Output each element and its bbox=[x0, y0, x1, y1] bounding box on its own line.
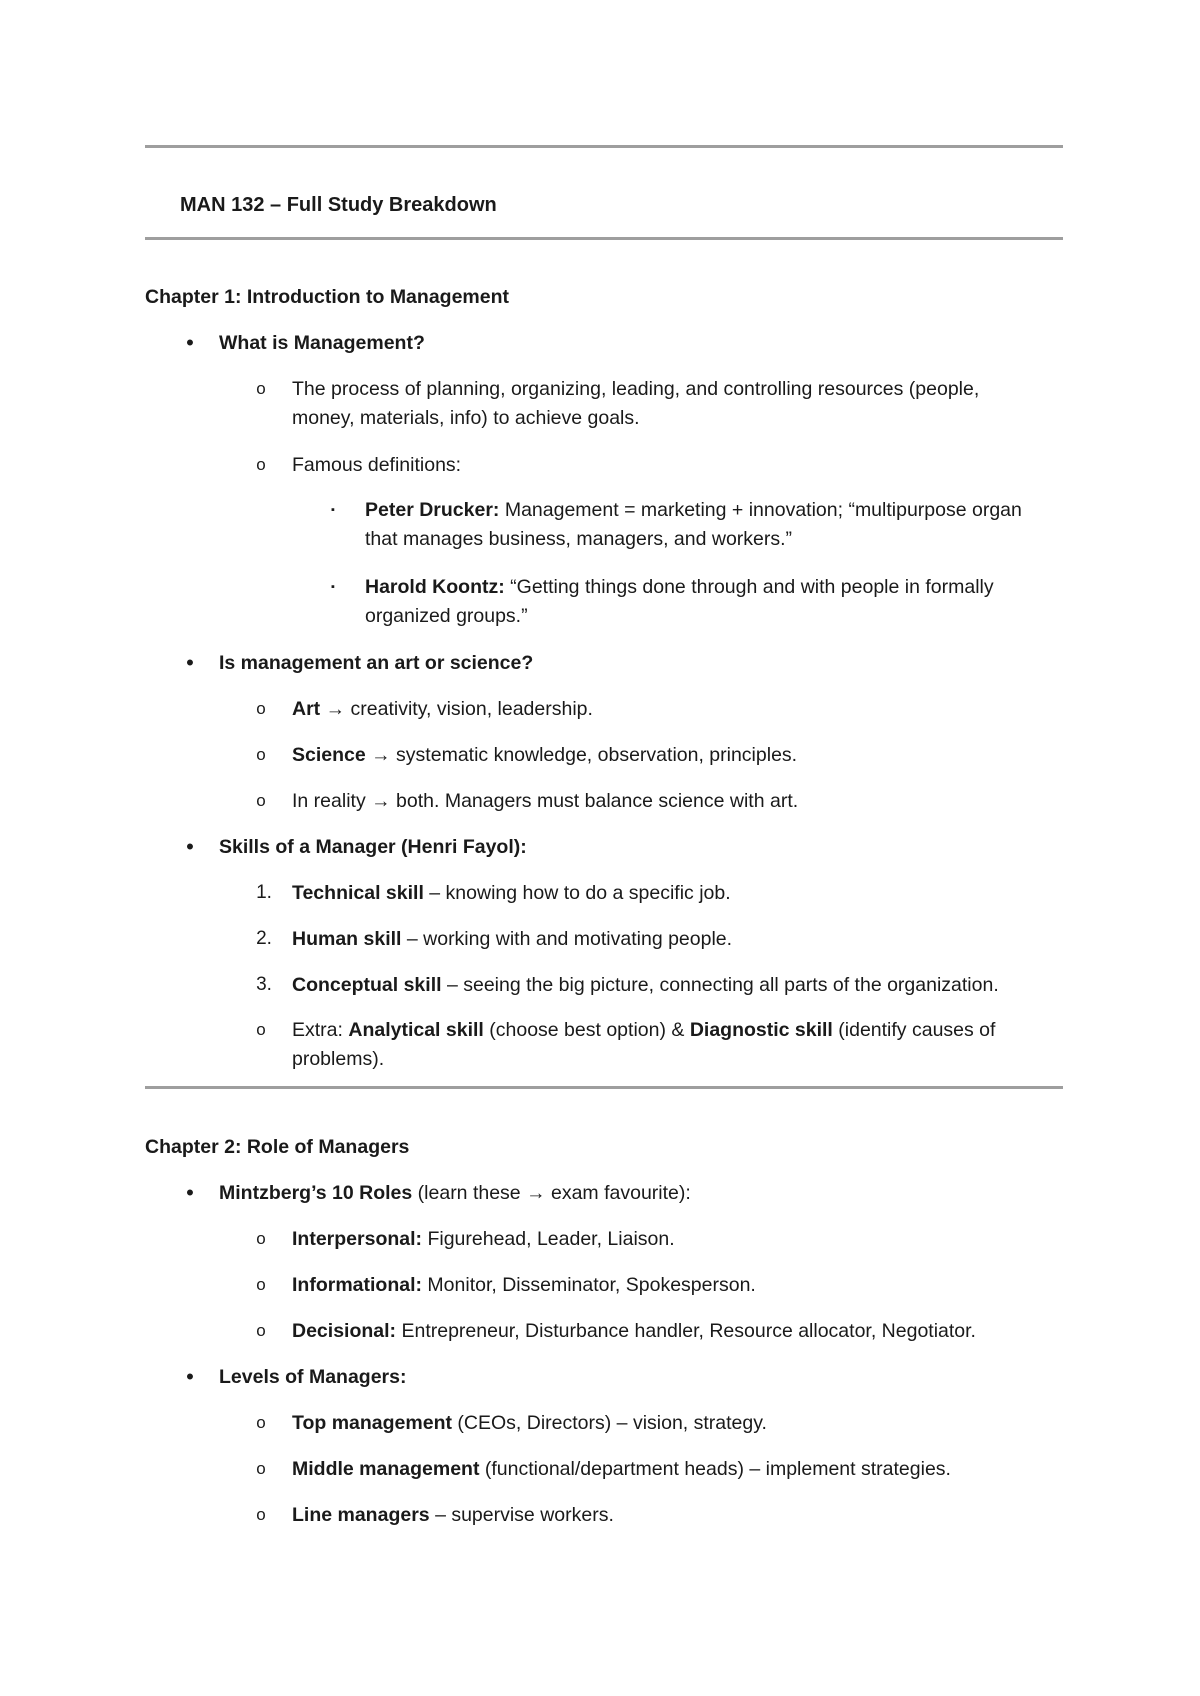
top-management-item: Top management (CEOs, Directors) – vision, strategy. bbox=[292, 1412, 767, 1434]
circle-bullet-icon: o bbox=[256, 745, 266, 764]
circle-bullet-icon: o bbox=[256, 1413, 266, 1432]
square-bullet-icon: ▪ bbox=[331, 581, 335, 593]
informational-roles-item: Informational: Monitor, Disseminator, Spokesperson. bbox=[292, 1274, 756, 1296]
skills-of-manager-item: Skills of a Manager (Henri Fayol): bbox=[219, 836, 527, 858]
art-or-science-item: Is management an art or science? bbox=[219, 652, 534, 674]
circle-bullet-icon: o bbox=[256, 791, 266, 810]
koontz-definition-line-1: Harold Koontz: “Getting things done through and with people in formally bbox=[365, 576, 994, 598]
bullet-icon: • bbox=[186, 1180, 194, 1205]
conceptual-skill-item: Conceptual skill – seeing the big picture, connecting all parts of the organization. bbox=[292, 974, 999, 996]
human-skill-item: Human skill – working with and motivating people. bbox=[292, 928, 733, 950]
horizontal-rule bbox=[145, 1086, 1063, 1089]
what-is-management-item: What is Management? bbox=[219, 332, 425, 354]
circle-bullet-icon: o bbox=[256, 379, 266, 398]
decisional-roles-item: Decisional: Entrepreneur, Disturbance handler, Resource allocator, Negotiator. bbox=[292, 1320, 976, 1342]
bullet-icon: • bbox=[186, 834, 194, 859]
circle-bullet-icon: o bbox=[256, 1459, 266, 1478]
bullet-icon: • bbox=[186, 330, 194, 355]
in-reality-item: In reality → both. Managers must balance science with art. bbox=[292, 790, 799, 812]
levels-of-managers-item: Levels of Managers: bbox=[219, 1366, 407, 1388]
circle-bullet-icon: o bbox=[256, 1321, 266, 1340]
document-title: MAN 132 – Full Study Breakdown bbox=[180, 194, 497, 216]
bullet-icon: • bbox=[186, 650, 194, 675]
horizontal-rule bbox=[145, 237, 1063, 240]
square-bullet-icon: ▪ bbox=[331, 504, 335, 516]
list-number: 2. bbox=[256, 928, 272, 949]
extra-skills-line-1: Extra: Analytical skill (choose best option) & Diagnostic skill (identify causes of bbox=[292, 1019, 996, 1041]
circle-bullet-icon: o bbox=[256, 1229, 266, 1248]
chapter-1-heading: Chapter 1: Introduction to Management bbox=[145, 286, 510, 308]
koontz-definition-line-2: organized groups.” bbox=[365, 605, 528, 627]
drucker-definition-line-1: Peter Drucker: Management = marketing + innovation; “multipurpose organ bbox=[365, 499, 1022, 521]
circle-bullet-icon: o bbox=[256, 1020, 266, 1039]
bullet-icon: • bbox=[186, 1364, 194, 1389]
list-number: 3. bbox=[256, 974, 272, 995]
chapter-2-heading: Chapter 2: Role of Managers bbox=[145, 1136, 410, 1158]
mintzberg-roles-item: Mintzberg’s 10 Roles (learn these → exam favourite): bbox=[219, 1182, 691, 1204]
technical-skill-item: Technical skill – knowing how to do a specific job. bbox=[292, 882, 731, 904]
line-managers-item: Line managers – supervise workers. bbox=[292, 1504, 614, 1526]
interpersonal-roles-item: Interpersonal: Figurehead, Leader, Liaison. bbox=[292, 1228, 675, 1250]
horizontal-rule bbox=[145, 145, 1063, 148]
list-number: 1. bbox=[256, 882, 272, 903]
circle-bullet-icon: o bbox=[256, 699, 266, 718]
drucker-definition-line-2: that manages business, managers, and workers.” bbox=[365, 528, 793, 550]
art-item: Art → creativity, vision, leadership. bbox=[292, 698, 593, 720]
circle-bullet-icon: o bbox=[256, 1275, 266, 1294]
management-definition-line-1: The process of planning, organizing, leading, and controlling resources (people, bbox=[292, 378, 980, 400]
management-definition-line-2: money, materials, info) to achieve goals. bbox=[292, 407, 640, 429]
famous-definitions-item: Famous definitions: bbox=[292, 454, 462, 476]
middle-management-item: Middle management (functional/department heads) – implement strategies. bbox=[292, 1458, 951, 1480]
science-item: Science → systematic knowledge, observation, principles. bbox=[292, 744, 798, 766]
circle-bullet-icon: o bbox=[256, 455, 266, 474]
extra-skills-line-2: problems). bbox=[292, 1048, 385, 1070]
circle-bullet-icon: o bbox=[256, 1505, 266, 1524]
